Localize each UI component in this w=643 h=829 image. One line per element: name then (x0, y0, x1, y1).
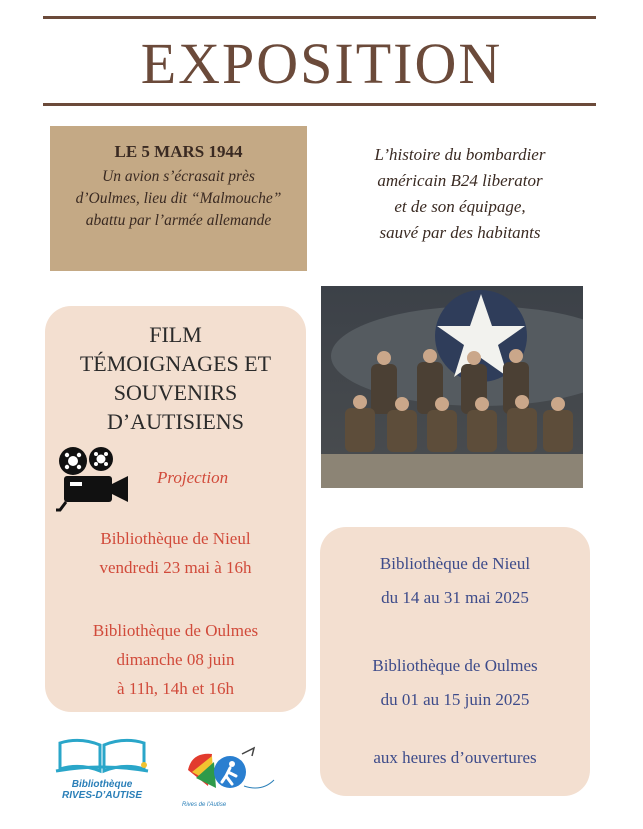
event-date: LE 5 MARS 1944 (114, 142, 243, 161)
library-logo-line-2: RIVES-D’AUTISE (61, 790, 142, 801)
top-rule (43, 16, 596, 19)
expo-venue-nieul-dates: du 14 au 31 mai 2025 (381, 588, 529, 607)
municipal-logo-text: Rives de l'Autise (182, 802, 227, 808)
expo-venue-oulmes-name: Bibliothèque de Oulmes (372, 656, 538, 675)
film-title (45, 320, 306, 436)
expo-venue-oulmes (320, 649, 590, 717)
story-line-2: américain B24 liberator (377, 171, 543, 190)
event-line-2: d’Oulmes, lieu dit “Malmouche” (75, 190, 282, 207)
projection-label: Projection (157, 468, 229, 487)
film-title-line-3: SOUVENIRS (113, 380, 238, 405)
story-line-1: L’histoire du bombardier (374, 145, 546, 164)
story-line-3: et de son équipage, (394, 197, 526, 216)
film-title-line-4: D’AUTISIENS (107, 409, 244, 434)
library-logo-line-1: Bibliothèque (71, 779, 133, 790)
expo-venue-oulmes-dates: du 01 au 15 juin 2025 (380, 690, 530, 709)
expo-venue-nieul-name: Bibliothèque de Nieul (379, 554, 531, 573)
event-box (50, 126, 307, 271)
municipal-logo (182, 742, 278, 808)
story-text (330, 142, 590, 246)
film-venue-nieul-name: Bibliothèque de Nieul (100, 529, 251, 548)
library-logo-text (52, 779, 152, 801)
film-title-line-2: TÉMOIGNAGES ET (79, 351, 272, 376)
event-line-1: Un avion s’écrasait près (102, 168, 255, 185)
film-venue-oulmes-name: Bibliothèque de Oulmes (92, 621, 259, 640)
bottom-rule (43, 103, 596, 106)
event-line-3: abattu par l’armée allemande (85, 212, 272, 229)
open-book-logo-icon (52, 737, 152, 775)
story-line-4: sauvé par des habitants (379, 223, 541, 242)
expo-hours: aux heures d’ouvertures (373, 748, 537, 767)
expo-venue-nieul (320, 547, 590, 615)
runner-logo-icon (182, 742, 278, 798)
film-title-line-1: FILM (149, 322, 202, 347)
film-venue-oulmes (45, 616, 306, 703)
film-card (45, 306, 306, 712)
event-description (50, 166, 307, 232)
exhibit-card (320, 527, 590, 796)
bomber-crew-photo (321, 286, 583, 488)
film-venue-oulmes-when-2: à 11h, 14h et 16h (117, 679, 234, 698)
page-title: EXPOSITION (140, 31, 503, 96)
film-venue-nieul-when: vendredi 23 mai à 16h (99, 558, 252, 577)
film-venue-nieul (45, 524, 306, 582)
library-logo (52, 737, 152, 801)
film-camera-icon (54, 442, 136, 512)
film-venue-oulmes-when-1: dimanche 08 juin (116, 650, 235, 669)
